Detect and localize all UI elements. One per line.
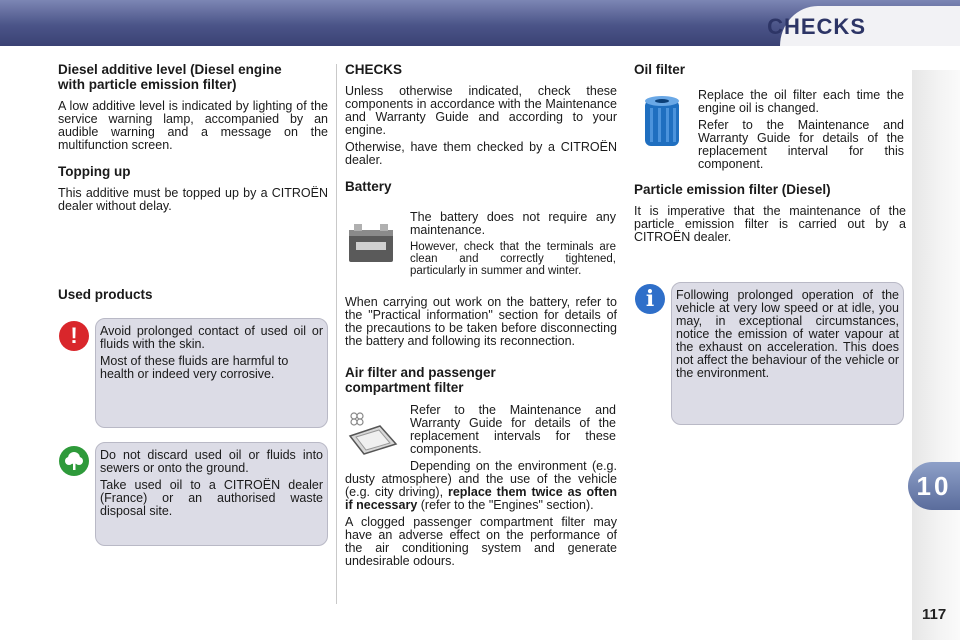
- environment-box: [95, 442, 328, 546]
- air-filter-text-2: Depending on the environment (e.g. dusty atmosphere) and the use of the vehicle (e.g. city driving), replace them twice as often if necessary (refer to the "Engines" section).: [345, 459, 617, 512]
- battery-text-2: However, check that the terminals are clean and correctly tightened, particularly in summer and winter.: [410, 241, 616, 277]
- oil-filter-text-2: Refer to the Maintenance and Warranty Guide for details of the replacement interval for this component.: [698, 118, 904, 171]
- chapter-number-badge: 10: [908, 462, 960, 510]
- air-filter-text-3: A clogged passenger compartment filter may have an adverse effect on the performance of the air conditioning system and generate undesirable odours.: [345, 515, 617, 568]
- column-left: [58, 62, 328, 213]
- column-divider: [336, 64, 337, 604]
- info-box: [671, 282, 904, 425]
- diesel-additive-text: A low additive level is indicated by lighting of the service warning lamp, accompanied by an audible warning and a message on the multifunction screen.: [58, 99, 328, 152]
- environment-text-2: Take used oil to a CITROËN dealer (France) or an authorised waste disposal site.: [100, 478, 323, 518]
- info-icon: i: [635, 284, 665, 314]
- oil-filter-side-text: [698, 89, 904, 171]
- oil-filter-icon: [642, 94, 682, 152]
- oil-filter-text-1: Replace the oil filter each time the engine oil is changed.: [698, 88, 904, 115]
- battery-side-text: [410, 211, 616, 277]
- battery-heading: Battery: [345, 179, 392, 194]
- particle-filter-text: It is imperative that the maintenance of the particle emission filter is carried out by a CITROËN dealer.: [634, 204, 906, 244]
- air-filter-heading: Air filter and passenger compartment filter: [345, 365, 496, 395]
- warning-box: [95, 318, 328, 428]
- particle-filter-block: [634, 182, 906, 244]
- checks-text-2: Otherwise, have them checked by a CITROËN dealer.: [345, 140, 617, 167]
- battery-icon: [346, 220, 398, 266]
- particle-filter-heading: Particle emission filter (Diesel): [634, 182, 831, 197]
- checks-heading: CHECKS: [345, 62, 403, 77]
- info-text: Following prolonged operation of the vehicle at very low speed or at idle, you may, in exceptional circumstances, notice the emission of water vapour at the exhaust on acceleration. This does not affect the behaviour of the vehicle or the environment.: [676, 288, 899, 380]
- air-filter-icon: [346, 410, 398, 456]
- topping-up-heading: Topping up: [58, 164, 131, 179]
- diesel-additive-heading: Diesel additive level (Diesel engine with particle emission filter): [58, 62, 282, 92]
- tree-icon: [59, 446, 89, 476]
- battery-work-block: [345, 296, 617, 395]
- column-middle: [345, 62, 617, 194]
- column-right: [634, 62, 906, 77]
- right-margin-strip: [912, 70, 960, 640]
- environment-text-1: Do not discard used oil or fluids into sewers or onto the ground.: [100, 448, 323, 475]
- warning-text-2: Most of these fluids are harmful to health or indeed very corrosive.: [100, 354, 289, 381]
- battery-text-3: When carrying out work on the battery, refer to the "Practical information" section for details of the precautions to be taken before disconnecting the battery and following its reconnection.: [345, 295, 617, 348]
- exclamation-icon: !: [59, 321, 89, 351]
- page-number: 117: [922, 606, 947, 623]
- page-title: CHECKS: [767, 14, 866, 39]
- oil-filter-heading: Oil filter: [634, 62, 686, 77]
- topping-up-text: This additive must be topped up by a CITROËN dealer without delay.: [58, 186, 328, 213]
- air-filter-side-text: [410, 404, 616, 456]
- checks-text-1: Unless otherwise indicated, check these components in accordance with the Maintenance and Warranty Guide and according to your engine.: [345, 84, 617, 137]
- warning-text-1: Avoid prolonged contact of used oil or fluids with the skin.: [100, 324, 323, 351]
- used-products-heading: Used products: [58, 287, 153, 302]
- air-filter-text-1: Refer to the Maintenance and Warranty Guide for details of the replacement intervals for these components.: [410, 403, 616, 456]
- air-filter-block: [345, 460, 617, 568]
- battery-text-1: The battery does not require any maintenance.: [410, 210, 616, 237]
